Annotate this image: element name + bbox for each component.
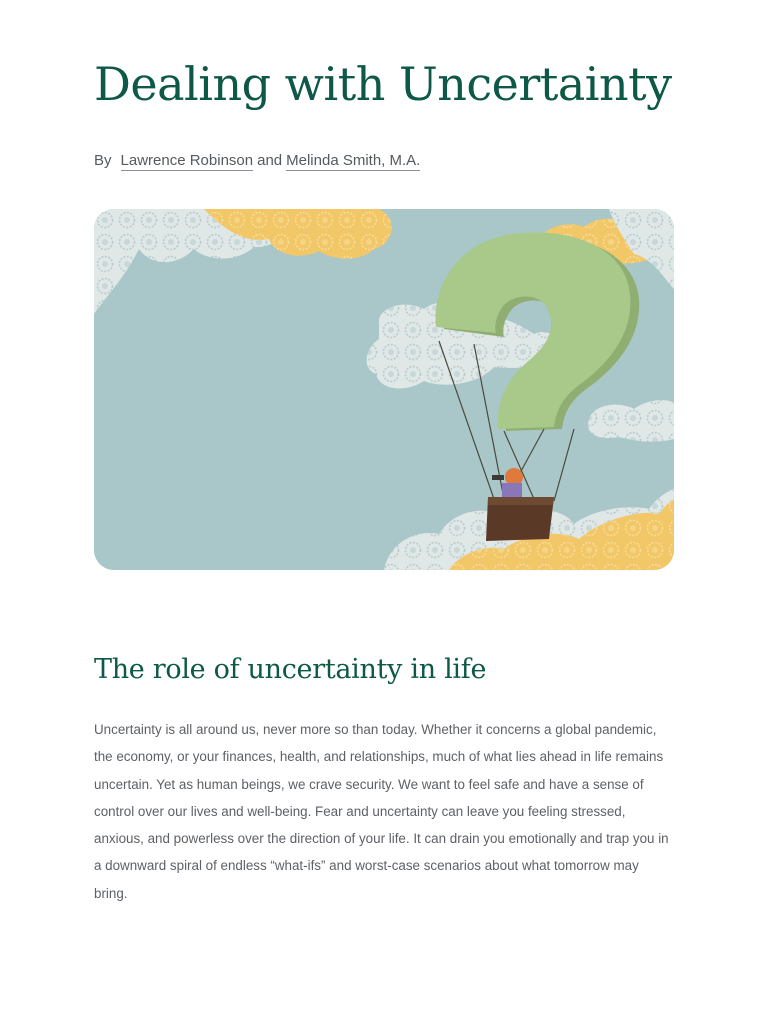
hero-illustration [94,209,674,570]
author-link-lawrence-robinson[interactable]: Lawrence Robinson [120,152,254,169]
page-title: Dealing with Uncertainty [94,57,672,111]
section-heading: The role of uncertainty in life [94,654,487,685]
balloon-illustration [94,209,674,570]
byline-conjunction: and [257,152,283,169]
byline [94,151,420,171]
author-link-melinda-smith[interactable]: Melinda Smith, M.A. [286,152,421,169]
byline-prefix: By [94,152,112,169]
section-paragraph: Uncertainty is all around us, never more so than today. Whether it concerns a global pandemic, the economy, or your finances, health, and relationships, much of what lies ahead in life remains uncertain. Yet as human beings, we crave security. We want to feel safe and have a sense of control over our lives and well-being. Fear and uncertainty can leave you feeling stressed, anxious, and powerless over the direction of your life. It can drain you emotionally and trap you in a downward spiral of endless “what-ifs” and worst-case scenarios about what tomorrow may bring. [94,722,669,901]
